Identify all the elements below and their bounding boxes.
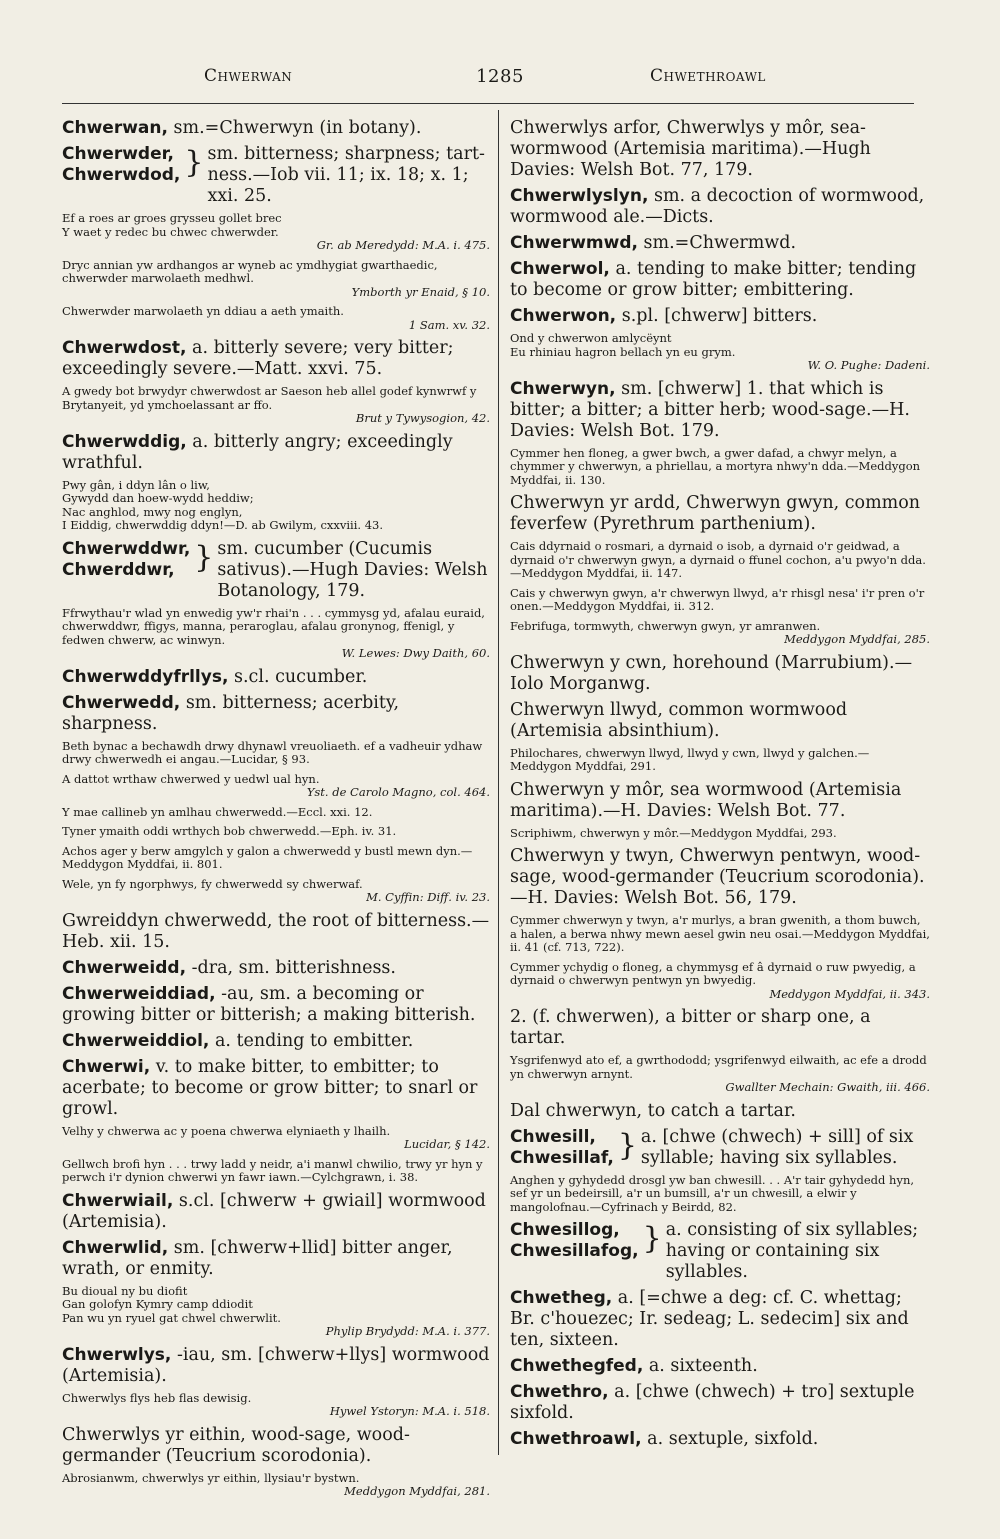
dictionary-entry bbox=[510, 379, 930, 442]
citation-quote bbox=[62, 479, 490, 533]
entry-headword: Chwerwlyslyn, bbox=[510, 186, 649, 206]
quote-text: Ffrwythau'r wlad yn enwedig yw'r rhai'n . . . cymmysg yd, afalau euraid, chwerwddwr, ffigys, manna, peraroglau, afalau gronynog, ffenigl, y fedwen chwerw, ac winwyn. bbox=[62, 605, 485, 647]
dictionary-entry bbox=[510, 1101, 930, 1122]
entry-definition: sm. bitterness; acerbity, sharpness. bbox=[62, 692, 400, 734]
dictionary-entry bbox=[510, 186, 930, 228]
entry-definition: a. tending to make bitter; tending to become or grow bitter; embittering. bbox=[510, 259, 917, 300]
entry-definition: sm. a decoction of wormwood, wormwood ale.—Dicts. bbox=[510, 186, 925, 227]
quote-source: W. Lewes: Dwy Daith, 60. bbox=[341, 646, 490, 660]
quote-source: Ymborth yr Enaid, § 10. bbox=[351, 284, 490, 299]
entry-headword: Chwerweidd, bbox=[62, 957, 187, 978]
quote-text: A gwedy bot brwydyr chwerwdost ar Saeson heb allel godef kynwrwf y Brytanyeit, yd ymchoelassant ar ffo. bbox=[62, 384, 477, 412]
quote-text: Gellwch brofi hyn . . . trwy ladd y neidr, a'i manwl chwilio, trwy yr hyn y perwch i'r dynion chwerwi yn fawr iawn.—Cylchgrawn, i. 38. bbox=[62, 1156, 483, 1184]
quote-source: Yst. de Carolo Magno, col. 464. bbox=[306, 785, 490, 799]
quote-text: Ef a roes ar groes grysseu gollet brec Y waet y redec bu chwec chwerwder. bbox=[62, 211, 282, 239]
quote-source: Meddygon Myddfai, ii. 343. bbox=[769, 986, 930, 1001]
brace-glyph: } bbox=[184, 145, 204, 180]
citation-quote bbox=[510, 620, 930, 647]
brace-glyph: } bbox=[617, 1127, 637, 1163]
entry-definition: a. tending to embitter. bbox=[214, 1030, 414, 1051]
entry-definition: Dal chwerwyn, to catch a tartar. bbox=[510, 1100, 796, 1121]
quote-source: Gr. ab Meredydd: M.A. i. 475. bbox=[316, 238, 490, 252]
dictionary-entry bbox=[62, 118, 490, 139]
entry-definition: a. bitterly angry; exceedingly wrathful. bbox=[62, 431, 453, 473]
citation-quote bbox=[62, 1285, 490, 1339]
citation-quote bbox=[510, 332, 930, 373]
dictionary-entry bbox=[510, 233, 930, 254]
entry-definition: Chwerwlys yr eithin, wood-sage, wood-germander (Teucrium scorodonia). bbox=[62, 1424, 410, 1466]
quote-text: Dryc annian yw ardhangos ar wyneb ac ymdhygiat gwarthaedic, chwerwder marwolaeth medhwl. bbox=[62, 257, 438, 285]
braced-headwords bbox=[62, 144, 490, 207]
entry-definition: Gwreiddyn chwerwedd, the root of bitterness.—Heb. xii. 15. bbox=[62, 910, 490, 952]
citation-quote bbox=[510, 447, 930, 488]
entry-definition: a. consisting of six syllables; having or containing six syllables. bbox=[665, 1220, 919, 1282]
citation-quote bbox=[62, 806, 490, 820]
dictionary-entry bbox=[62, 1057, 490, 1120]
dictionary-entry bbox=[510, 1127, 930, 1169]
citation-quote bbox=[510, 587, 930, 614]
dictionary-entry bbox=[510, 1220, 930, 1283]
entry-headword: Chwerweiddiad, bbox=[62, 983, 216, 1004]
dictionary-entry bbox=[62, 667, 490, 688]
header-rule bbox=[62, 103, 914, 104]
dictionary-entry bbox=[62, 1031, 490, 1052]
braced-headwords bbox=[62, 539, 490, 602]
entry-headword: Chwerwlid, bbox=[62, 1237, 169, 1258]
dictionary-entry bbox=[62, 1238, 490, 1280]
dictionary-entry bbox=[510, 118, 930, 181]
quote-source: Lucidar, § 142. bbox=[404, 1137, 490, 1151]
headword-group bbox=[510, 1220, 639, 1262]
entry-headword: Chwerwder, bbox=[62, 144, 174, 164]
citation-quote bbox=[510, 914, 930, 955]
entry-definition: s.pl. [chwerw] bitters. bbox=[621, 306, 818, 326]
quote-text: Ysgrifenwyd ato ef, a gwrthododd; ysgrifenwyd eilwaith, ac efe a drodd yn chwerwyn arnynt. bbox=[510, 1053, 927, 1081]
column-divider bbox=[498, 110, 499, 1455]
dictionary-entry bbox=[510, 846, 930, 909]
quote-text: Abrosianwm, chwerwlys yr eithin, llysiau'r bystwn. bbox=[62, 1470, 360, 1485]
brace-glyph: } bbox=[194, 539, 214, 575]
entry-headword: Chwerwddyfrllys, bbox=[62, 666, 229, 687]
dictionary-entry bbox=[510, 493, 930, 535]
entry-definition: -dra, sm. bitterishness. bbox=[191, 957, 396, 978]
citation-quote bbox=[510, 1174, 930, 1215]
dictionary-entry bbox=[510, 653, 930, 695]
quote-text: Cymmer ychydig o floneg, a chymmysg ef â dyrnaid o ruw pwyedig, a dyrnaid o chwerwyn pentwyn yn bwyedig. bbox=[510, 959, 916, 987]
quote-source: Brut y Tywysogion, 42. bbox=[355, 411, 490, 425]
quote-text: Cymmer chwerwyn y twyn, a'r murlys, a bran gwenith, a thom buwch, a halen, a berwa nhwy mewn aesel gwin neu osai.—Meddygon Myddfai, ii. 41 (cf. 713, 722). bbox=[510, 913, 930, 954]
dictionary-entry bbox=[62, 1425, 490, 1467]
quote-source: M. Cyffin: Diff. iv. 23. bbox=[366, 890, 490, 904]
quote-source: Gwallter Mechain: Gwaith, iii. 466. bbox=[725, 1080, 930, 1094]
entry-definition: sm. cucumber (Cucumis sativus).—Hugh Davies: Welsh Botanology, 179. bbox=[217, 538, 488, 601]
braced-headwords bbox=[510, 1127, 930, 1169]
dictionary-entry bbox=[510, 1382, 930, 1424]
entry-definition: sm. bitterness; sharpness; tart-ness.—Iob vii. 11; ix. 18; x. 1; xxi. 25. bbox=[207, 144, 485, 206]
entry-definition: s.cl. [chwerw + gwiail] wormwood (Artemisia). bbox=[62, 1190, 486, 1232]
entry-definition: a. [=chwe a deg: cf. C. whettag; Br. c'houezec; Ir. sedeag; L. sedecim] six and ten, sixteen. bbox=[510, 1288, 909, 1350]
entry-definition: sm. [chwerw+llid] bitter anger, wrath, or enmity. bbox=[62, 1237, 453, 1279]
quote-text: Wele, yn fy ngorphwys, fy chwerwedd sy chwerwaf. bbox=[62, 876, 363, 891]
dictionary-entry bbox=[510, 259, 930, 301]
dictionary-entry bbox=[510, 1288, 930, 1351]
header-right-guideword: Chwethroawl bbox=[650, 66, 766, 86]
quote-text: Philochares, chwerwyn llwyd, llwyd y cwn, llwyd y galchen.—Meddygon Myddfai, 291. bbox=[510, 745, 870, 773]
quote-source: Hywel Ystoryn: M.A. i. 518. bbox=[329, 1404, 490, 1418]
headword-group bbox=[62, 144, 180, 186]
citation-quote bbox=[62, 212, 490, 253]
dictionary-entry bbox=[62, 1345, 490, 1387]
right-column bbox=[510, 118, 930, 1455]
citation-quote bbox=[62, 385, 490, 426]
citation-quote bbox=[62, 878, 490, 905]
entry-definition: a. bitterly severe; very bitter; exceedingly severe.—Matt. xxvi. 75. bbox=[62, 338, 454, 379]
entry-headword: Chwerwiail, bbox=[62, 1190, 174, 1211]
entry-headword: Chwethroawl, bbox=[510, 1429, 642, 1449]
quote-text: Achos ager y berw amgylch y galon a chwerwedd y bustl mewn dyn.—Meddygon Myddfai, ii. 801. bbox=[62, 843, 473, 871]
citation-quote bbox=[510, 1054, 930, 1095]
entry-headword: Chwesillafog, bbox=[510, 1241, 639, 1261]
citation-quote bbox=[62, 825, 490, 839]
headword-group bbox=[62, 539, 190, 581]
entry-headword: Chwesillog, bbox=[510, 1220, 620, 1240]
entry-headword: Chwethro, bbox=[510, 1382, 609, 1402]
quote-text: Cais y chwerwyn gwyn, a'r chwerwyn llwyd, a'r rhisgl nesa' i'r pren o'r onen.—Meddygon Myddfai, ii. 312. bbox=[510, 585, 925, 613]
entry-headword: Chwerwlys, bbox=[62, 1344, 172, 1365]
page-number: 1285 bbox=[476, 66, 524, 87]
entry-definition: -au, sm. a becoming or growing bitter or bitterish; a making bitterish. bbox=[62, 983, 476, 1025]
quote-text: A dattot wrthaw chwerwed y uedwl ual hyn. bbox=[62, 771, 320, 786]
entry-headword: Chwerwddig, bbox=[62, 431, 187, 452]
dictionary-entry bbox=[510, 1356, 930, 1377]
quote-source: Meddygon Myddfai, 281. bbox=[344, 1484, 490, 1498]
entry-headword: Chwerwol, bbox=[510, 259, 610, 279]
entry-definition: v. to make bitter, to embitter; to acerbate; to become or grow bitter; to snarl or growl. bbox=[62, 1056, 478, 1119]
dictionary-entry bbox=[62, 144, 490, 207]
citation-quote bbox=[62, 773, 490, 800]
dictionary-entry bbox=[510, 700, 930, 742]
page-header bbox=[0, 66, 1000, 96]
quote-text: Ond y chwerwon amlycëynt Eu rhiniau hagron bellach yn eu grym. bbox=[510, 331, 736, 359]
quote-text: Bu dioual ny bu diofit Gan golofyn Kymry camp ddiodit Pan wu yn ryuel gat chwel chwerwlit. bbox=[62, 1283, 281, 1325]
quote-source: 1 Sam. xv. 32. bbox=[408, 317, 490, 332]
quote-source: Meddygon Myddfai, 285. bbox=[784, 632, 930, 646]
left-column bbox=[62, 118, 490, 1505]
citation-quote bbox=[510, 827, 930, 841]
citation-quote bbox=[510, 540, 930, 581]
dictionary-entry bbox=[510, 1007, 930, 1049]
entry-definition: Chwerwyn yr ardd, Chwerwyn gwyn, common feverfew (Pyrethrum parthenium). bbox=[510, 493, 921, 534]
quote-text: Beth bynac a bechawdh drwy dhynawl vreuoliaeth. ef a vadheuir ydhaw drwy chwerwedh ei angau.—Lucidar, § 93. bbox=[62, 738, 483, 766]
entry-definition: Chwerwlys arfor, Chwerwlys y môr, sea-wormwood (Artemisia maritima).—Hugh Davies: Welsh Bot. 77, 179. bbox=[510, 118, 871, 180]
quote-source: Phylip Brydydd: M.A. i. 377. bbox=[325, 1324, 490, 1338]
entry-headword: Chwerwan, bbox=[62, 118, 168, 138]
entry-headword: Chwesill, bbox=[510, 1126, 596, 1147]
dictionary-entry bbox=[62, 1191, 490, 1233]
dictionary-entry bbox=[62, 693, 490, 735]
quote-text: Cymmer hen floneg, a gwer bwch, a gwer dafad, a chwyr melyn, a chymmer y chwerwyn, a phriellau, a mortyra nhwy'n dda.—Meddygon Myddfai, ii. 130. bbox=[510, 445, 921, 487]
entry-definition: Chwerwyn y cwn, horehound (Marrubium).—Iolo Morganwg. bbox=[510, 652, 913, 694]
entry-headword: Chwerwddwr, bbox=[62, 538, 191, 559]
dictionary-entry bbox=[62, 338, 490, 380]
dictionary-entry bbox=[510, 1429, 930, 1450]
citation-quote bbox=[62, 1392, 490, 1419]
entry-definition: a. [chwe (chwech) + tro] sextuple sixfold. bbox=[510, 1382, 915, 1423]
citation-quote bbox=[62, 259, 490, 300]
entry-headword: Chwerwon, bbox=[510, 306, 617, 326]
entry-headword: Chwesillaf, bbox=[510, 1147, 614, 1168]
citation-quote bbox=[510, 961, 930, 1002]
dictionary-entry bbox=[62, 539, 490, 602]
citation-quote bbox=[62, 305, 490, 332]
dictionary-entry bbox=[510, 306, 930, 327]
braced-headwords bbox=[510, 1220, 930, 1283]
dictionary-entry bbox=[510, 780, 930, 822]
entry-headword: Chwerwdod, bbox=[62, 165, 181, 185]
citation-quote bbox=[62, 1158, 490, 1185]
citation-quote bbox=[62, 1125, 490, 1152]
entry-headword: Chwerwyn, bbox=[510, 378, 616, 399]
entry-definition: Chwerwyn llwyd, common wormwood (Artemisia absinthium). bbox=[510, 699, 848, 741]
headword-group bbox=[510, 1127, 614, 1169]
quote-text: Chwerwlys flys heb flas dewisig. bbox=[62, 1390, 252, 1405]
quote-text: Chwerwder marwolaeth yn ddiau a aeth ymaith. bbox=[62, 304, 344, 318]
entry-headword: Chwetheg, bbox=[510, 1288, 613, 1308]
quote-text: Velhy y chwerwa ac y poena chwerwa elyniaeth y lhailh. bbox=[62, 1123, 391, 1138]
entry-headword: Chwerwdost, bbox=[62, 338, 187, 358]
entry-definition: s.cl. cucumber. bbox=[234, 666, 368, 687]
dictionary-entry bbox=[62, 958, 490, 979]
entry-definition: a. sixteenth. bbox=[648, 1356, 758, 1376]
entry-headword: Chwerwmwd, bbox=[510, 233, 638, 253]
quote-text: Cais ddyrnaid o rosmari, a dyrnaid o isob, a dyrnaid o'r geidwad, a dyrnaid o'r chwerwyn gwyn, a dyrnaid o ffunel cochon, a'u pwyo'n dda.—Meddygon Myddfai, ii. 147. bbox=[510, 539, 926, 580]
entry-definition: sm. [chwerw] 1. that which is bitter; a bitter; a bitter herb; wood-sage.—H. Davies: Welsh Bot. 179. bbox=[510, 378, 910, 441]
quote-text: Y mae callineb yn amlhau chwerwedd.—Eccl. xxi. 12. bbox=[62, 804, 373, 819]
entry-headword: Chwerwedd, bbox=[62, 692, 181, 713]
entry-definition: a. [chwe (chwech) + sill] of six syllable; having six syllables. bbox=[640, 1126, 914, 1168]
dictionary-entry bbox=[62, 432, 490, 474]
entry-definition: 2. (f. chwerwen), a bitter or sharp one, a tartar. bbox=[510, 1007, 871, 1048]
quote-text: Anghen y gyhydedd drosgl yw ban chwesill. . . A'r tair gyhydedd hyn, sef yr un bedeirsill, a'r un bumsill, a'r un chwesill, a elwir y mangolofnau.—Cyfrinach y Beirdd, 82. bbox=[510, 1172, 915, 1214]
quote-text: Pwy gân, i ddyn lân o liw, Gywydd dan hoew-wydd heddiw; Nac anghlod, mwy nog englyn, I Eiddig, chwerwddig ddyn!—D. ab Gwilym, cxxviii. 43. bbox=[62, 477, 383, 532]
quote-text: Tyner ymaith oddi wrthych bob chwerwedd.—Eph. iv. 31. bbox=[62, 824, 397, 838]
citation-quote bbox=[62, 1472, 490, 1499]
citation-quote bbox=[62, 740, 490, 767]
entry-definition: a. sextuple, sixfold. bbox=[647, 1429, 819, 1449]
entry-definition: Chwerwyn y twyn, Chwerwyn pentwyn, wood-sage, wood-germander (Teucrium scorodonia).—H. Davies: Welsh Bot. 56, 179. bbox=[510, 846, 925, 908]
citation-quote bbox=[510, 747, 930, 774]
brace-glyph: } bbox=[642, 1221, 662, 1256]
quote-source: W. O. Pughe: Dadeni. bbox=[807, 358, 930, 372]
entry-definition: -iau, sm. [chwerw+llys] wormwood (Artemisia). bbox=[62, 1344, 490, 1386]
entry-headword: Chwerwi, bbox=[62, 1056, 151, 1077]
entry-definition: sm.=Chwermwd. bbox=[643, 233, 797, 253]
entry-definition: sm.=Chwerwyn (in botany). bbox=[173, 118, 422, 138]
dictionary-entry bbox=[62, 984, 490, 1026]
citation-quote bbox=[62, 845, 490, 872]
entry-headword: Chwerweiddiol, bbox=[62, 1030, 210, 1051]
entry-headword: Chwethegfed, bbox=[510, 1356, 644, 1376]
citation-quote bbox=[62, 607, 490, 661]
header-left-guideword: Chwerwan bbox=[204, 66, 293, 86]
dictionary-entry bbox=[62, 911, 490, 953]
quote-text: Febrifuga, tormwyth, chwerwyn gwyn, yr amranwen. bbox=[510, 618, 821, 633]
quote-text: Scriphiwm, chwerwyn y môr.—Meddygon Myddfai, 293. bbox=[510, 825, 837, 840]
entry-definition: Chwerwyn y môr, sea wormwood (Artemisia maritima).—H. Davies: Welsh Bot. 77. bbox=[510, 779, 902, 821]
entry-headword: Chwerddwr, bbox=[62, 559, 175, 580]
